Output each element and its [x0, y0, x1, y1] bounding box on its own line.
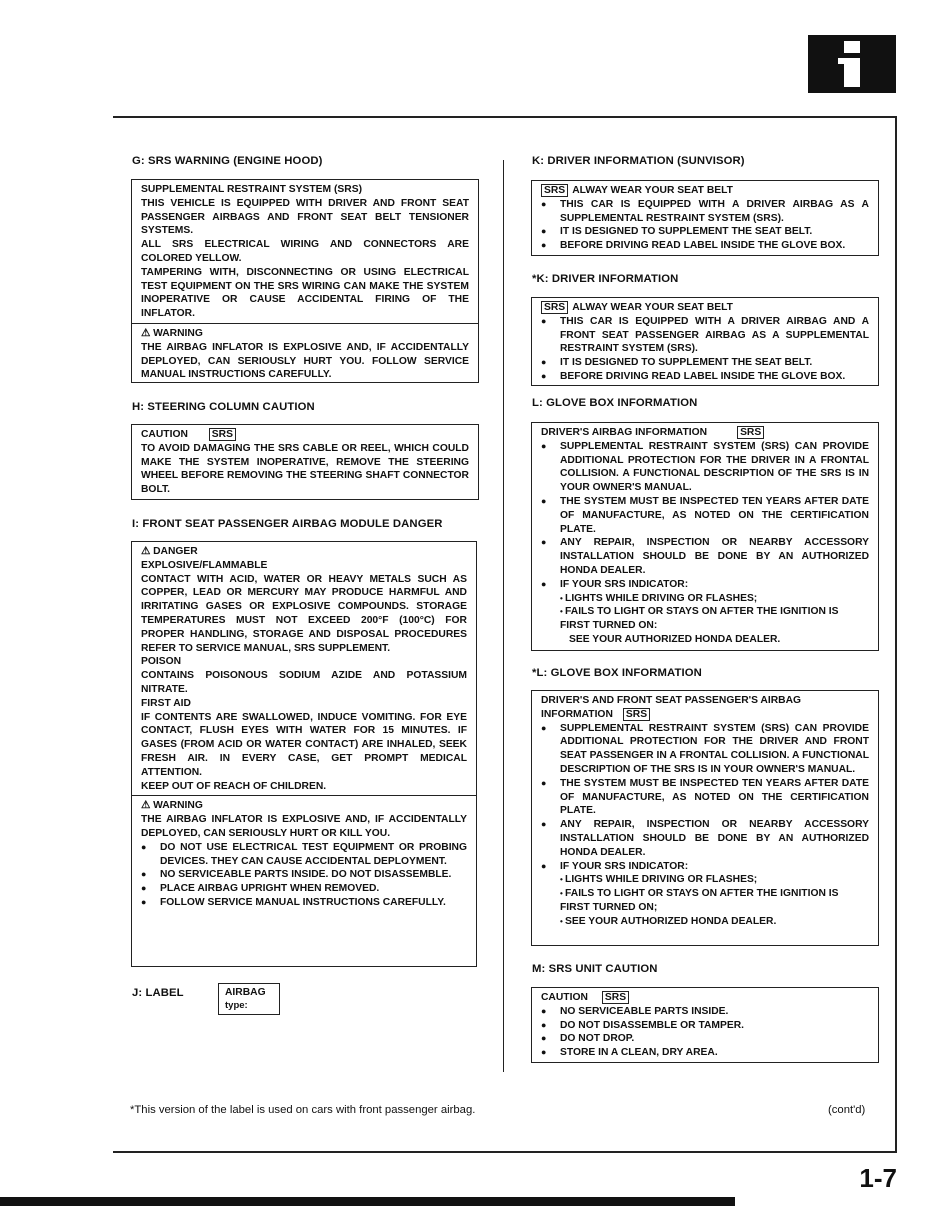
section-g-heading: G: SRS WARNING (ENGINE HOOD)	[132, 155, 323, 167]
list-item: ● IF YOUR SRS INDICATOR:	[541, 578, 869, 592]
list-item: ● IT IS DESIGNED TO SUPPLEMENT THE SEAT BELT.	[541, 356, 869, 370]
warning-text: THE AIRBAG INFLATOR IS EXPLOSIVE AND, IF ACCIDENTALLY DEPLOYED, CAN SERIOUSLY HURT OR KILL YOU.	[141, 814, 467, 839]
list-item: ● DO NOT USE ELECTRICAL TEST EQUIPMENT OR PROBING DEVICES. THEY CAN CAUSE ACCIDENTAL DEPLOYMENT.	[141, 841, 467, 869]
footnote: *This version of the label is used on cars with front passenger airbag.	[130, 1104, 476, 1116]
list-item: ● BEFORE DRIVING READ LABEL INSIDE THE GLOVE BOX.	[541, 370, 869, 384]
right-rule	[895, 116, 897, 1152]
label-paragraph: CONTACT WITH ACID, WATER OR HEAVY METALS SUCH AS COPPER, LEAD OR MERCURY MAY PRODUCE HARMFUL AND IRRITATING GASES OR EXPLOSIVE COMPOUNDS. STORAGE TEMPERATURES MUST NOT EXCEED 200°F (100°C) FOR PROPER HANDLING, STORAGE AND DISPOSAL PROCEDURES REFER TO SERVICE MANUAL, SRS SUPPLEMENT.	[141, 573, 467, 654]
driver-information-label	[531, 297, 879, 386]
info-icon	[808, 35, 896, 93]
srs-badge: SRS	[737, 426, 764, 439]
danger-title: ⚠ DANGER	[141, 546, 198, 557]
section-l-star-heading: *L: GLOVE BOX INFORMATION	[532, 667, 702, 679]
list-item: ● BEFORE DRIVING READ LABEL INSIDE THE GLOVE BOX.	[541, 239, 869, 253]
sub-item: • FAILS TO LIGHT OR STAYS ON AFTER THE IGNITION IS FIRST TURNED ON;	[541, 887, 869, 915]
caution-text: TO AVOID DAMAGING THE SRS CABLE OR REEL, WHICH COULD MAKE THE SYSTEM INOPERATIVE, REMOVE THE STEERING WHEEL BEFORE REMOVING THE STEERING SHAFT CONNECTOR BOLT.	[141, 442, 469, 496]
list-item: ● ANY REPAIR, INSPECTION OR NEARBY ACCESSORY INSTALLATION SHOULD BE DONE BY AN AUTHORIZED HONDA DEALER.	[541, 536, 869, 577]
label-title: ALWAY WEAR YOUR SEAT BELT	[572, 302, 733, 313]
label-paragraph: CONTAINS POISONOUS SODIUM AZIDE AND POTASSIUM NITRATE.	[141, 670, 467, 695]
list-item: ● SUPPLEMENTAL RESTRAINT SYSTEM (SRS) CAN PROVIDE ADDITIONAL PROTECTION FOR THE DRIVER IN A FRONTAL COLLISION. A FUNCTIONAL DESCRIPTION OF THE SRS IS IN YOUR OWNER'S MANUAL.	[541, 440, 869, 495]
section-l-heading: L: GLOVE BOX INFORMATION	[532, 397, 698, 409]
list-item: ● THE SYSTEM MUST BE INSPECTED TEN YEARS AFTER DATE OF MANUFACTURE, AS NOTED ON THE CERTIFICATION PLATE.	[541, 777, 869, 818]
list-item: ● THE SYSTEM MUST BE INSPECTED TEN YEARS AFTER DATE OF MANUFACTURE, AS NOTED ON THE CERTIFICATION PLATE.	[541, 495, 869, 536]
list-item: ● DO NOT DISASSEMBLE OR TAMPER.	[541, 1019, 869, 1033]
label-paragraph: TAMPERING WITH, DISCONNECTING OR USING ELECTRICAL TEST EQUIPMENT ON THE SRS WIRING CAN MAKE THE SYSTEM INOPERATIVE OR CAUSE ACCIDENTAL FIRING OF THE INFLATOR.	[141, 266, 469, 320]
info-tab	[808, 35, 896, 93]
list-item: ● IT IS DESIGNED TO SUPPLEMENT THE SEAT BELT.	[541, 225, 869, 239]
airbag-danger-label	[131, 541, 477, 967]
label-line: type:	[225, 1000, 248, 1011]
srs-badge: SRS	[541, 301, 568, 314]
label-title: DRIVER'S AIRBAG INFORMATION	[541, 427, 708, 438]
top-rule	[113, 116, 897, 118]
list-item: ● DO NOT DROP.	[541, 1032, 869, 1046]
label-line: POISON	[141, 656, 182, 668]
label-title: ALWAY WEAR YOUR SEAT BELT	[572, 185, 733, 196]
scan-edge	[0, 1197, 735, 1206]
label-title: SUPPLEMENTAL RESTRAINT SYSTEM (SRS)	[141, 184, 363, 195]
list-item: ● THIS CAR IS EQUIPPED WITH A DRIVER AIRBAG AND A FRONT SEAT PASSENGER AIRBAG AS A SUPPLEMENTAL RESTRAINT SYSTEM (SRS).	[541, 315, 869, 356]
continued-note: (cont'd)	[828, 1104, 866, 1116]
list-item: ● ANY REPAIR, INSPECTION OR NEARBY ACCESSORY INSTALLATION SHOULD BE DONE BY AN AUTHORIZED HONDA DEALER.	[541, 818, 869, 859]
sub-item: • LIGHTS WHILE DRIVING OR FLASHES;	[541, 592, 869, 606]
page-number: 1-7	[859, 1163, 897, 1193]
list-item: ● NO SERVICEABLE PARTS INSIDE. DO NOT DISASSEMBLE.	[141, 868, 467, 882]
label-paragraph: ALL SRS ELECTRICAL WIRING AND CONNECTORS ARE COLORED YELLOW.	[141, 239, 469, 264]
glove-box-label	[531, 422, 879, 651]
section-h-heading: H: STEERING COLUMN CAUTION	[132, 401, 315, 413]
bottom-rule	[113, 1151, 897, 1153]
list-item: ● NO SERVICEABLE PARTS INSIDE.	[541, 1005, 869, 1019]
list-item: ● PLACE AIRBAG UPRIGHT WHEN REMOVED.	[141, 882, 467, 896]
sub-item: SEE YOUR AUTHORIZED HONDA DEALER.	[569, 633, 781, 645]
srs-warning-label	[131, 179, 479, 383]
label-line: AIRBAG	[225, 987, 266, 998]
warning-title: ⚠ WARNING	[141, 327, 203, 339]
label-line: EXPLOSIVE/FLAMMABLE	[141, 559, 268, 571]
list-item: ● THIS CAR IS EQUIPPED WITH A DRIVER AIRBAG AS A SUPPLEMENTAL RESTRAINT SYSTEM (SRS).	[541, 198, 869, 226]
srs-unit-caution-label	[531, 987, 879, 1063]
label-paragraph: IF CONTENTS ARE SWALLOWED, INDUCE VOMITING. FOR EYE CONTACT, FLUSH EYES WITH WATER FOR 15 MINUTES. IF GASES (FROM ACID OR WATER CONTACT) ARE INHALED, SEEK FRESH AIR. IN EVERY CASE, GET PROMPT MEDICAL ATTENTION.	[141, 711, 467, 778]
section-k-heading: K: DRIVER INFORMATION (SUNVISOR)	[532, 155, 745, 167]
sunvisor-label	[531, 180, 879, 256]
passenger-glove-box-label	[531, 690, 879, 946]
sub-item: • SEE YOUR AUTHORIZED HONDA DEALER.	[541, 915, 869, 929]
section-k-star-heading: *K: DRIVER INFORMATION	[532, 273, 679, 285]
list-item: ● STORE IN A CLEAN, DRY AREA.	[541, 1046, 869, 1060]
list-item: ● FOLLOW SERVICE MANUAL INSTRUCTIONS CAREFULLY.	[141, 896, 467, 910]
label-paragraph: THIS VEHICLE IS EQUIPPED WITH DRIVER AND FRONT SEAT PASSENGER AIRBAGS AND FRONT SEAT BELT TENSIONER SYSTEMS.	[141, 197, 469, 237]
caution-title: CAUTION	[541, 992, 588, 1003]
warning-title: ⚠ WARNING	[141, 800, 203, 812]
sub-item: • FAILS TO LIGHT OR STAYS ON AFTER THE IGNITION IS FIRST TURNED ON:	[541, 605, 869, 633]
label-line: FIRST AID	[141, 697, 191, 709]
list-item: ● SUPPLEMENTAL RESTRAINT SYSTEM (SRS) CAN PROVIDE ADDITIONAL PROTECTION FOR THE DRIVER AND FRONT SEAT PASSENGER IN A FRONTAL COLLISION. A FUNCTIONAL DESCRIPTION OF THE SRS IS IN YOUR OWNER'S MANUAL.	[541, 722, 869, 777]
column-divider	[503, 160, 504, 1072]
section-m-heading: M: SRS UNIT CAUTION	[532, 963, 658, 975]
steering-caution-label	[131, 424, 479, 500]
sub-item: • LIGHTS WHILE DRIVING OR FLASHES;	[541, 873, 869, 887]
list-item: ● IF YOUR SRS INDICATOR:	[541, 860, 869, 874]
section-i-heading: I: FRONT SEAT PASSENGER AIRBAG MODULE DANGER	[132, 518, 443, 530]
srs-badge: SRS	[623, 708, 650, 721]
warning-text: THE AIRBAG INFLATOR IS EXPLOSIVE AND, IF ACCIDENTALLY DEPLOYED, CAN SERIOUSLY HURT YOU. FOLLOW SERVICE MANUAL INSTRUCTIONS CAREFULLY.	[141, 341, 469, 381]
caution-title: CAUTION	[141, 429, 188, 440]
label-line: KEEP OUT OF REACH OF CHILDREN.	[141, 780, 327, 792]
srs-badge: SRS	[541, 184, 568, 197]
srs-badge: SRS	[602, 991, 629, 1004]
section-j-heading: J: LABEL	[132, 987, 184, 999]
label-title: DRIVER'S AND FRONT SEAT PASSENGER'S AIRBAG INFORMATION	[541, 695, 802, 720]
srs-badge: SRS	[209, 428, 236, 441]
airbag-type-label	[218, 983, 280, 1015]
